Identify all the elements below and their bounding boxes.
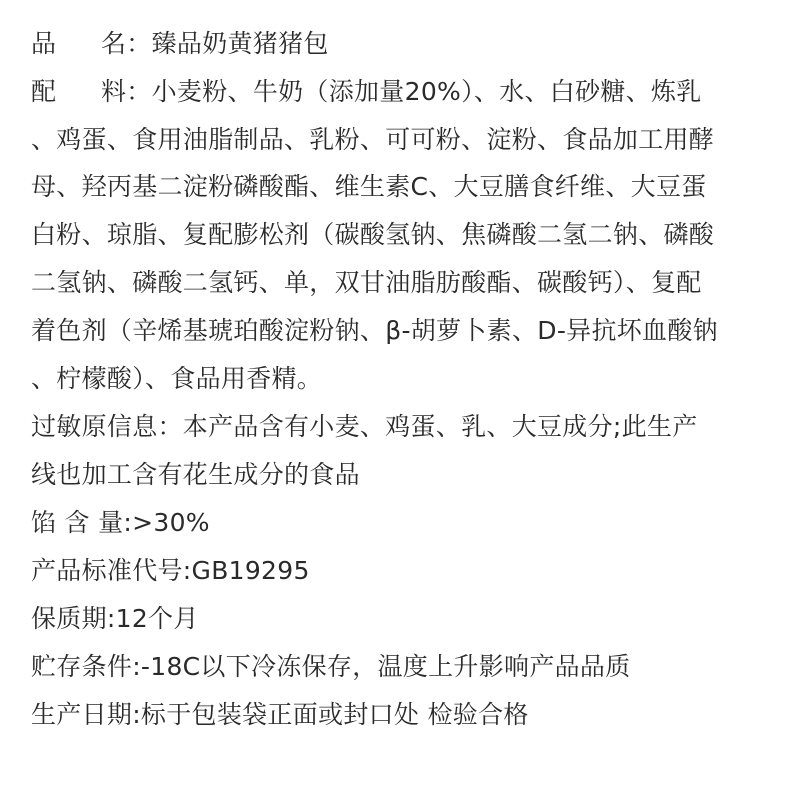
ingredients-line-4: 白粉、琼脂、复配膨松剂（碳酸氢钠、焦磷酸二氢二钠、磷酸	[31, 220, 715, 249]
ingredients-key-first: 配	[31, 77, 57, 106]
ingredients-line-1: 小麦粉、牛奶（添加量20%）、水、白砂糖、炼乳	[151, 77, 702, 106]
product-name-value: 臻品奶黄猪猪包	[151, 29, 329, 58]
allergen-line-2: 线也加工含有花生成分的食品	[31, 460, 360, 489]
ingredients-line-5: 二氢钠、磷酸二氢钙、单，双甘油脂肪酸酯、碳酸钙）、复配	[31, 268, 702, 297]
standard-code: 产品标准代号:GB19295	[31, 556, 310, 585]
production-date: 生产日期:标于包装袋正面或封口处 检验合格	[31, 700, 529, 729]
ingredients-line-7: 、柠檬酸）、食品用香精。	[31, 364, 323, 393]
ingredients-line-3: 母、羟丙基二淀粉磷酸酯、维生素C、大豆膳食纤维、大豆蛋	[31, 172, 707, 201]
filling-content: 馅 含 量:>30%	[31, 508, 210, 537]
ingredients-line-2: 、鸡蛋、食用油脂制品、乳粉、可可粉、淀粉、食品加工用酵	[31, 125, 715, 154]
ingredients-row	[31, 77, 780, 107]
allergen-line-1: 过敏原信息：本产品含有小麦、鸡蛋、乳、大豆成分;此生产	[31, 412, 698, 441]
ingredients-line-6: 着色剂（辛烯基琥珀酸淀粉钠、β-胡萝卜素、D-异抗坏血酸钠	[31, 316, 718, 345]
product-name-key-second: 名：	[101, 29, 152, 58]
ingredients-key-second: 料：	[101, 77, 152, 106]
storage-conditions: 贮存条件:-18C以下冷冻保存，温度上升影响产品品质	[31, 652, 631, 681]
shelf-life: 保质期:12个月	[31, 604, 199, 633]
product-name-key-first: 品	[31, 29, 57, 58]
product-name-row	[31, 29, 780, 59]
